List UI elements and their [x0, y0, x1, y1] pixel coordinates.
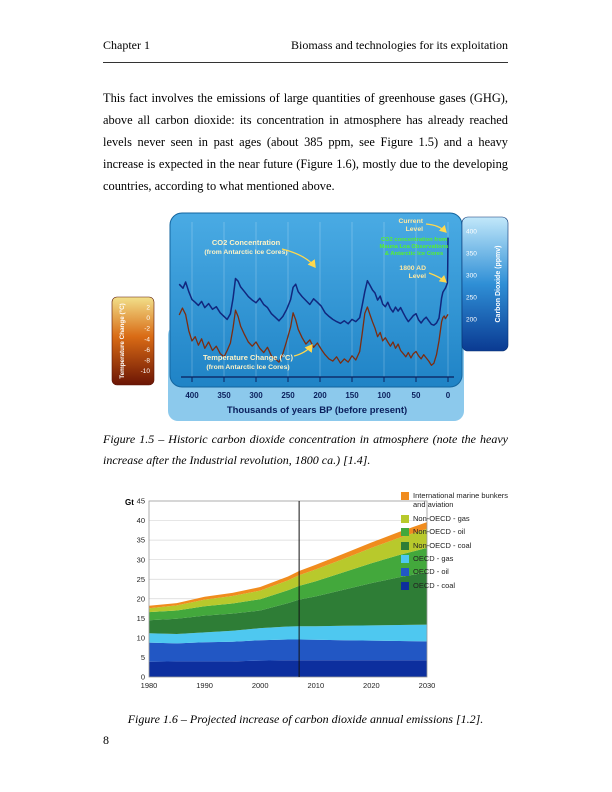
- fig15-x-tick-label: 150: [345, 391, 359, 400]
- fig15-mauna-loa-note-line1: CO2 concentration from: [380, 237, 448, 243]
- fig16-legend-label: OECD - oil: [413, 567, 449, 577]
- fig16-legend-item-oecd-gas: [401, 554, 513, 563]
- fig16-plot-area: [149, 501, 427, 677]
- fig15-co2-scale-tick: 200: [466, 316, 477, 324]
- fig16-legend-item-oecd-oil: [401, 567, 513, 576]
- fig16-x-tick-label: 1990: [196, 681, 213, 690]
- fig16-x-tick-label: 2020: [363, 681, 380, 690]
- fig16-y-tick-label: 25: [136, 574, 145, 584]
- fig15-co2-axis-label: Carbon Dioxide (ppmv): [495, 245, 502, 323]
- fig16-y-tick-label: 35: [136, 535, 145, 545]
- fig15-temp-scale-tick: 0: [146, 315, 150, 323]
- fig15-1800ad-level-line1: 1800 AD: [399, 265, 426, 272]
- figure-1-5-caption: Figure 1.5 – Historic carbon dioxide concentration in atmosphere (note the heavy increase after the Industrial revolution, 1800 ca.) [1.4].: [103, 432, 508, 467]
- fig16-legend-label: International marine bunkers and aviation: [413, 491, 509, 510]
- fig16-legend-item-oecd-coal: [401, 581, 513, 590]
- fig16-x-tick-label: 2030: [418, 681, 436, 690]
- chapter-label: Chapter 1: [103, 38, 150, 52]
- fig16-y-tick-label: 40: [136, 516, 145, 526]
- fig16-y-tick-label: 20: [136, 594, 145, 604]
- figure-1-6: [109, 487, 508, 709]
- fig16-y-tick-label: 15: [136, 613, 145, 623]
- fig16-area-oecd-coal: [149, 660, 427, 677]
- fig15-1800ad-level-line2: Level: [408, 273, 426, 280]
- fig15-x-tick-label: 0: [445, 391, 451, 400]
- figure-1-5: [96, 207, 516, 425]
- fig16-legend-swatch: [401, 555, 409, 563]
- fig16-legend: [401, 491, 513, 594]
- fig15-temp-scale-tick: -6: [144, 346, 150, 354]
- fig16-x-tick-label: 2000: [251, 681, 269, 690]
- fig16-legend-swatch: [401, 568, 409, 576]
- fig16-legend-item-non-oecd-coal: [401, 541, 513, 550]
- running-title: Biomass and technologies for its exploitation: [291, 38, 508, 52]
- fig15-co2-scale-tick: 300: [466, 272, 477, 280]
- fig16-legend-swatch: [401, 542, 409, 550]
- page-number: 8: [103, 733, 109, 747]
- fig15-temp-annotation-line2: (from Antarctic Ice Cores): [206, 364, 290, 371]
- figure-1-6-caption: Figure 1.6 – Projected increase of carbon dioxide annual emissions [1.2].: [127, 712, 484, 726]
- body-paragraph: This fact involves the emissions of large quantities of greenhouse gases (GHG), above all carbon dioxide: its concentration in atmosphere has already reached levels never seen in past ages (about 385 ppm, see Figure 1.5) and a heavy increase is expected in the near future (Figure 1.6), mostly due to the developing countries, according to what mentioned above.: [103, 91, 508, 193]
- fig16-legend-label: OECD - gas: [413, 553, 454, 563]
- fig16-legend-item-non-oecd-gas: [401, 514, 513, 523]
- fig15-current-level-line1: Current: [398, 218, 423, 225]
- fig15-x-tick-label: 50: [411, 391, 421, 400]
- fig15-temp-annotation-line1: Temperature Change (°C): [203, 353, 293, 362]
- fig16-y-tick-label: 30: [136, 555, 145, 565]
- fig16-legend-swatch: [401, 515, 409, 523]
- fig15-mauna-loa-note-line3: & Antarctic Ice Cores: [384, 251, 444, 257]
- fig15-temp-scale-tick: -2: [144, 325, 150, 333]
- fig16-legend-swatch: [401, 528, 409, 536]
- fig15-x-tick-label: 100: [377, 391, 391, 400]
- fig15-temp-scale-tick: 2: [146, 304, 150, 312]
- fig15-temp-scale-tick: -8: [144, 357, 150, 365]
- fig15-x-tick-label: 350: [217, 391, 231, 400]
- fig16-legend-label: Non-OECD - gas: [413, 513, 470, 523]
- page-header: [103, 38, 508, 63]
- fig16-y-tick-label: 0: [140, 672, 145, 682]
- fig16-x-tick-label: 2010: [307, 681, 325, 690]
- fig15-temp-axis-label: Temperature Change (°C): [119, 303, 126, 379]
- fig15-temp-scale-bar: [112, 297, 154, 385]
- fig16-area-oecd-oil: [149, 640, 427, 662]
- fig16-y-axis-unit: Gt: [125, 498, 134, 507]
- fig15-co2-scale-tick: 250: [466, 294, 477, 302]
- fig15-co2-scale-tick: 350: [466, 250, 477, 258]
- fig15-co2-annotation-line1: CO2 Concentration: [211, 238, 281, 247]
- fig16-y-tick-label: 10: [136, 633, 145, 643]
- fig15-temp-scale-tick: -4: [144, 336, 150, 344]
- fig16-legend-swatch: [401, 492, 409, 500]
- fig15-x-tick-label: 250: [281, 391, 295, 400]
- fig15-current-level-line2: Level: [405, 226, 423, 233]
- fig15-x-tick-label: 200: [313, 391, 327, 400]
- fig15-x-axis-title: Thousands of years BP (before present): [226, 405, 408, 416]
- fig15-x-tick-label: 400: [185, 391, 199, 400]
- fig16-legend-label: Non-OECD - coal: [413, 540, 472, 550]
- fig16-legend-label: OECD - coal: [413, 580, 456, 590]
- fig15-temp-scale-tick: -10: [140, 368, 150, 376]
- fig16-legend-label: Non-OECD - oil: [413, 527, 466, 537]
- fig16-legend-item-non-oecd-oil: [401, 527, 513, 536]
- fig16-x-tick-label: 1980: [140, 681, 158, 690]
- fig15-co2-annotation-line2: (from Antarctic Ice Cores): [204, 249, 288, 256]
- fig15-x-tick-label: 300: [249, 391, 263, 400]
- fig16-legend-swatch: [401, 582, 409, 590]
- fig16-y-tick-label: 45: [136, 496, 145, 506]
- fig15-co2-scale-bar: [462, 217, 508, 351]
- fig16-legend-item-international-marine-bunkers-and-aviation: [401, 491, 513, 510]
- fig16-y-tick-label: 5: [140, 653, 145, 663]
- figure-1-5-image: [96, 207, 516, 425]
- fig15-mauna-loa-note-line2: Mauna Loa Observations: [379, 244, 449, 250]
- fig15-co2-scale-tick: 400: [466, 228, 477, 236]
